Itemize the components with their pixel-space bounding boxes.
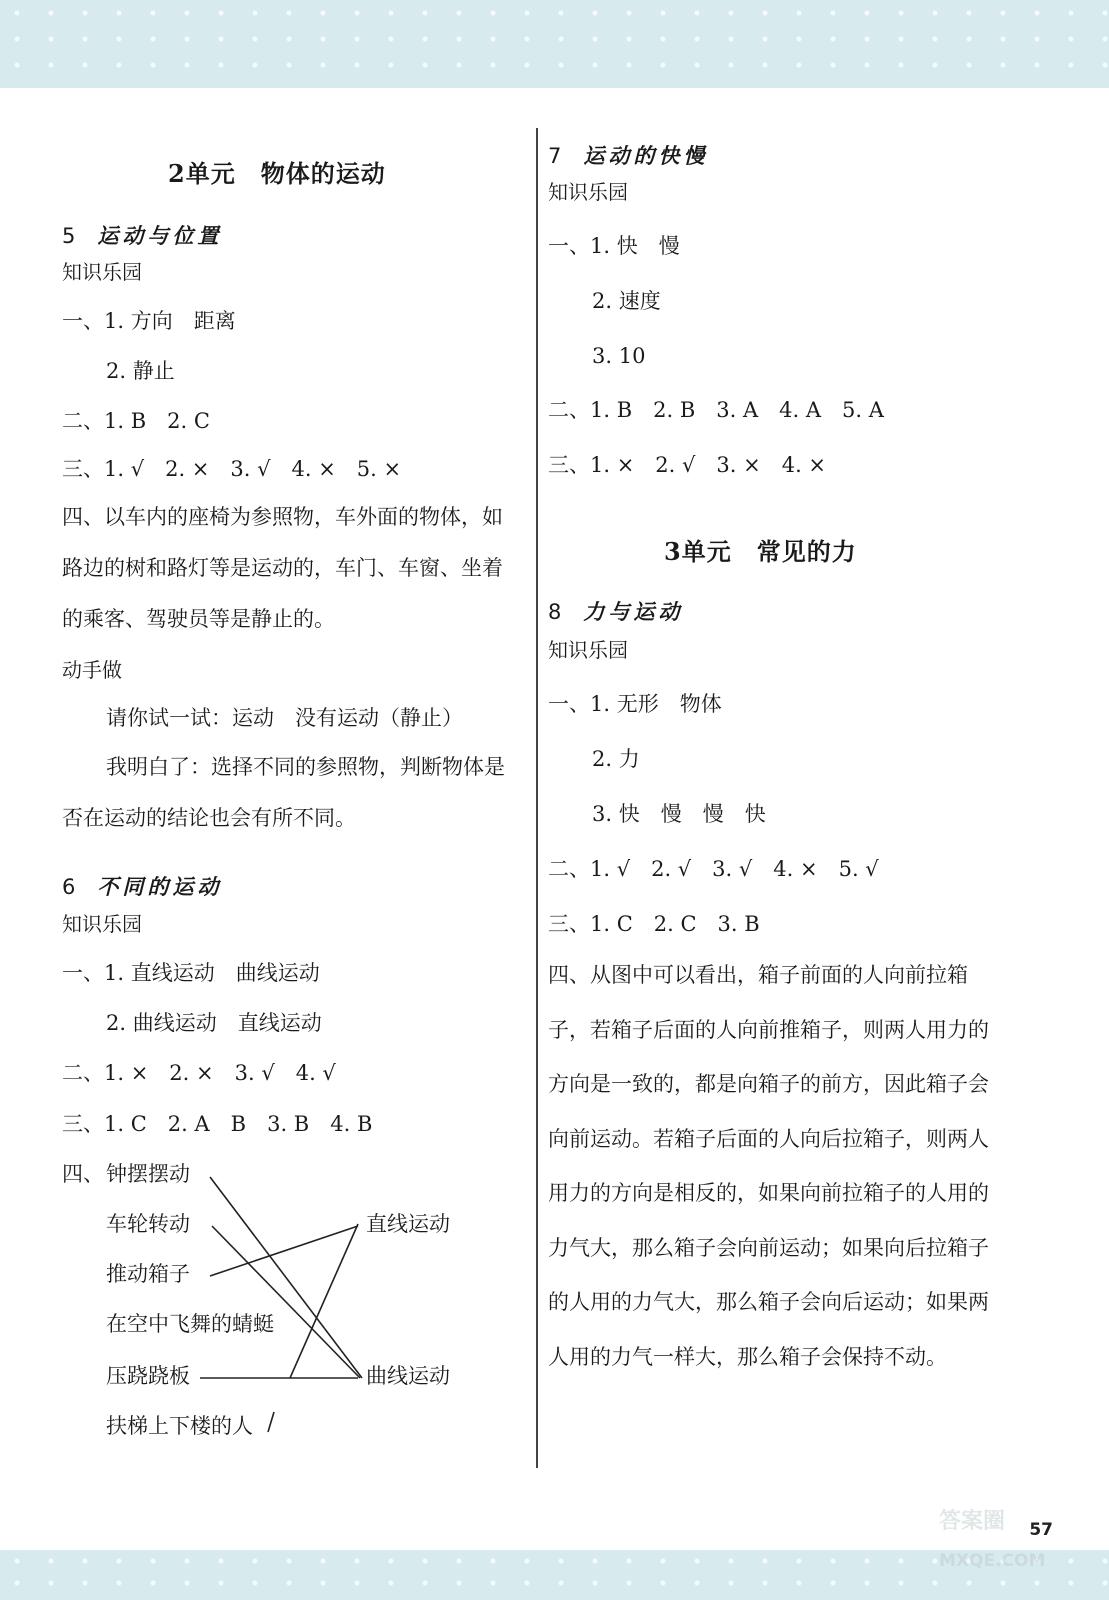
svg-text:答案圈: 答案圈 xyxy=(939,1509,1006,1534)
answer-line: 一、1. 无形 物体 xyxy=(548,692,722,716)
match-left-item: 扶梯上下楼的人 xyxy=(106,1414,253,1438)
answer-line: 三、1. × 2. √ 3. × 4. × xyxy=(548,453,827,477)
match-left-item: 钟摆摆动 xyxy=(106,1162,190,1186)
unit-2-title: 2单元 物体的运动 xyxy=(168,159,386,188)
answer-line: 2. 曲线运动 直线运动 xyxy=(106,1011,322,1035)
watermark-logo xyxy=(935,1498,1075,1576)
answer-line: 二、1. √ 2. √ 3. √ 4. × 5. √ xyxy=(548,857,879,881)
answer-line: 一、1. 直线运动 曲线运动 xyxy=(62,961,320,985)
answer-line: 三、1. C 2. A B 3. B 4. B xyxy=(62,1112,373,1136)
lesson-title: 运动的快慢 xyxy=(583,143,709,168)
match-right-item: 曲线运动 xyxy=(366,1364,450,1388)
answer-line: 一、1. 快 慢 xyxy=(548,234,680,258)
answer-line: 请你试一试：运动 没有运动（静止） xyxy=(106,706,463,730)
section-label: 知识乐园 xyxy=(548,180,628,204)
answer-line: 2. 速度 xyxy=(592,289,661,313)
match-left-item: 压跷跷板 xyxy=(106,1364,190,1388)
match-right-item: 直线运动 xyxy=(366,1212,450,1236)
page-number: 57 xyxy=(1029,1520,1053,1540)
unit-3-title: 3单元 常见的力 xyxy=(664,537,857,566)
lesson-8-heading xyxy=(548,598,683,626)
lesson-7-heading xyxy=(548,142,708,170)
match-left-item: 车轮转动 xyxy=(106,1212,190,1236)
answer-line: 二、1. B 2. C xyxy=(62,409,210,433)
answer-line: 二、1. B 2. B 3. A 4. A 5. A xyxy=(548,398,884,422)
lesson-title: 运动与位置 xyxy=(97,223,223,248)
svg-text:MXQE.COM: MXQE.COM xyxy=(939,1551,1046,1571)
answer-paragraph: 四、以车内的座椅为参照物，车外面的物体，如路边的树和路灯等是运动的，车门、车窗、坐着的乘客、驾驶员等是静止的。 xyxy=(62,505,503,631)
answer-line: 3. 10 xyxy=(592,344,646,368)
answer-line: 三、1. C 2. C 3. B xyxy=(548,912,760,936)
lesson-number: 8 xyxy=(548,600,562,624)
lesson-number: 6 xyxy=(62,875,76,899)
answer-line: 2. 力 xyxy=(592,747,640,771)
lesson-number: 7 xyxy=(548,144,562,168)
lesson-number: 5 xyxy=(62,224,76,248)
answer-paragraph: 我明白了：选择不同的参照物，判断物体是否在运动的结论也会有所不同。 xyxy=(62,755,505,830)
answer-line: 2. 静止 xyxy=(106,359,175,383)
match-line xyxy=(290,1224,358,1378)
answer-line: 三、1. √ 2. × 3. √ 4. × 5. × xyxy=(62,457,402,481)
match-left-item: 推动箱子 xyxy=(106,1262,190,1286)
answer-prefix: 四、 xyxy=(62,1162,104,1186)
match-line xyxy=(212,1226,360,1378)
answer-paragraph: 四、从图中可以看出，箱子前面的人向前拉箱子，若箱子后面的人向前推箱子，则两人用力的方向是一致的，都是向箱子的前方，因此箱子会向前运动。若箱子后面的人向后拉箱子，则两人用力的方向是相反的，如果向前拉箱子的人用的力气大，那么箱子会向前运动；如果向后拉箱子的人用的力气大，那么箱子会向后运动；如果两人用的力气一样大，那么箱子会保持不动。 xyxy=(548,963,989,1369)
match-left-item: 在空中飞舞的蜻蜓 xyxy=(106,1312,274,1336)
answer-line: 3. 快 慢 慢 快 xyxy=(592,802,766,826)
match-line xyxy=(210,1177,362,1378)
section-label: 知识乐园 xyxy=(548,638,628,662)
answer-line: 一、1. 方向 距离 xyxy=(62,309,236,333)
match-line xyxy=(210,1226,358,1276)
section-label: 知识乐园 xyxy=(62,260,142,284)
section-label: 知识乐园 xyxy=(62,912,142,936)
lesson-title: 不同的运动 xyxy=(97,874,223,899)
lesson-title: 力与运动 xyxy=(583,599,684,624)
answer-line: 二、1. × 2. × 3. √ 4. √ xyxy=(62,1061,336,1085)
section-label: 动手做 xyxy=(62,658,122,682)
match-line xyxy=(268,1412,274,1432)
